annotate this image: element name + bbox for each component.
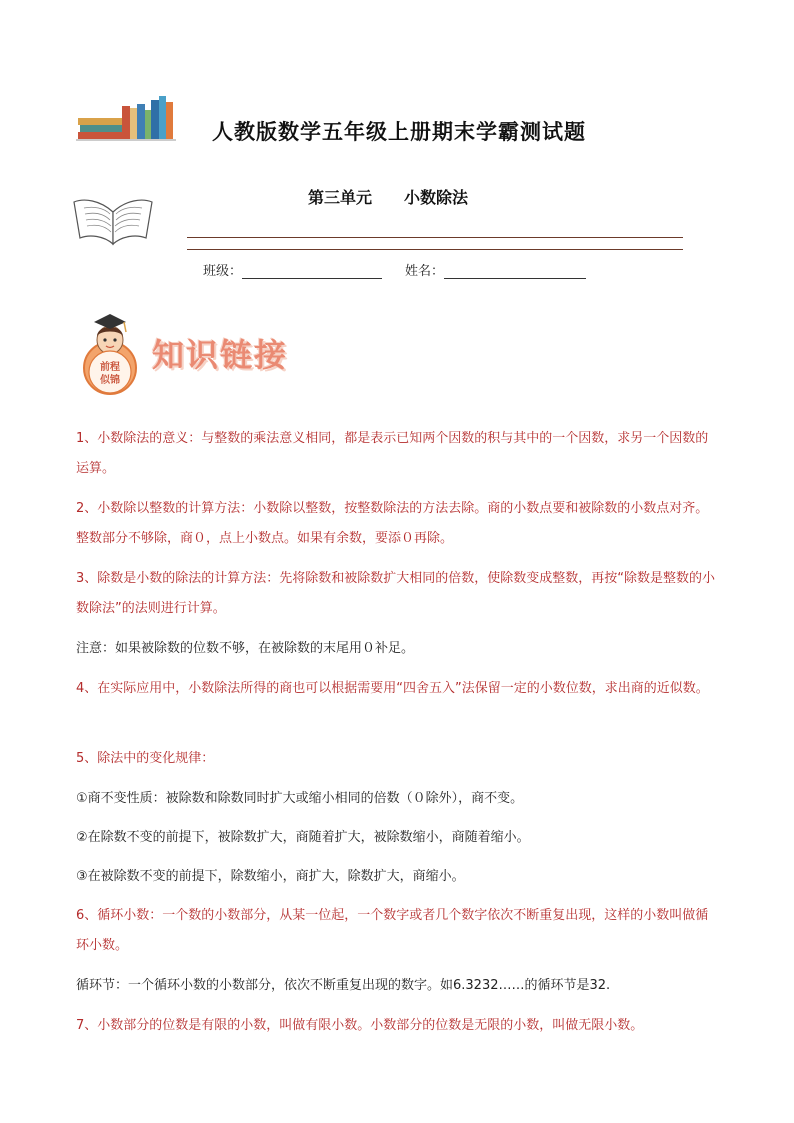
paragraph-8: ②在除数不变的前提下，被除数扩大，商随着扩大，被除数缩小，商随着缩小。 [76,830,530,845]
page-title: 人教版数学五年级上册期末学霸测试题 [212,119,586,144]
books-illustration [76,94,176,142]
name-field[interactable] [405,260,586,279]
paragraph-12: 7、小数部分的位数是有限的小数，叫做有限小数。小数部分的位数是无限的小数，叫做无限小数。 [76,1018,644,1033]
paragraph-10: 6、循环小数：一个数的小数部分，从某一位起，一个数字或者几个数字依次不断重复出现，这样的小数叫做循环小数。 [76,908,709,953]
open-book-icon [70,192,156,248]
paragraph-1: 1、小数除法的意义：与整数的乘法意义相同，都是表示已知两个因数的积与其中的一个因数，求另一个因数的运算。 [76,431,709,476]
divider-line [187,237,683,238]
class-label: 班级： [203,264,243,279]
paragraph-3: 3、除数是小数的除法的计算方法：先将除数和被除数扩大相同的倍数，使除数变成整数，再按“除数是整数的小数除法”的法则进行计算。 [76,571,716,616]
paragraph-2: 2、小数除以整数的计算方法：小数除以整数，按整数除法的方法去除。商的小数点要和被除数的小数点对齐。整数部分不够除，商０，点上小数点。如果有余数，要添０再除。 [76,501,709,546]
paragraph-4: 注意：如果被除数的位数不够，在被除数的末尾用０补足。 [76,641,415,656]
badge-text-2: 似锦 [100,375,120,386]
divider-line [187,249,683,250]
mascot-badge [74,302,154,398]
name-blank[interactable] [444,264,586,279]
class-field[interactable] [203,260,382,279]
paragraph-7: ①商不变性质：被除数和除数同时扩大或缩小相同的倍数（０除外），商不变。 [76,791,524,806]
badge-text-1: 前程 [100,362,120,373]
name-label: 姓名： [405,264,445,279]
paragraph-5: 4、在实际应用中，小数除法所得的商也可以根据需要用“四舍五入”法保留一定的小数位数，求出商的近似数。 [76,681,709,696]
class-blank[interactable] [242,264,382,279]
paragraph-11: 循环节：一个循环小数的小数部分，依次不断重复出现的数字。如6.3232……的循环节是32. [76,978,611,993]
unit-label: 第三单元 [308,188,373,207]
paragraph-6: 5、除法中的变化规律： [76,751,215,766]
section-heading: 知识链接 [152,336,289,374]
unit-topic: 小数除法 [404,188,469,207]
paragraph-9: ③在被除数不变的前提下，除数缩小，商扩大，除数扩大，商缩小。 [76,869,465,884]
unit-heading [308,185,468,208]
